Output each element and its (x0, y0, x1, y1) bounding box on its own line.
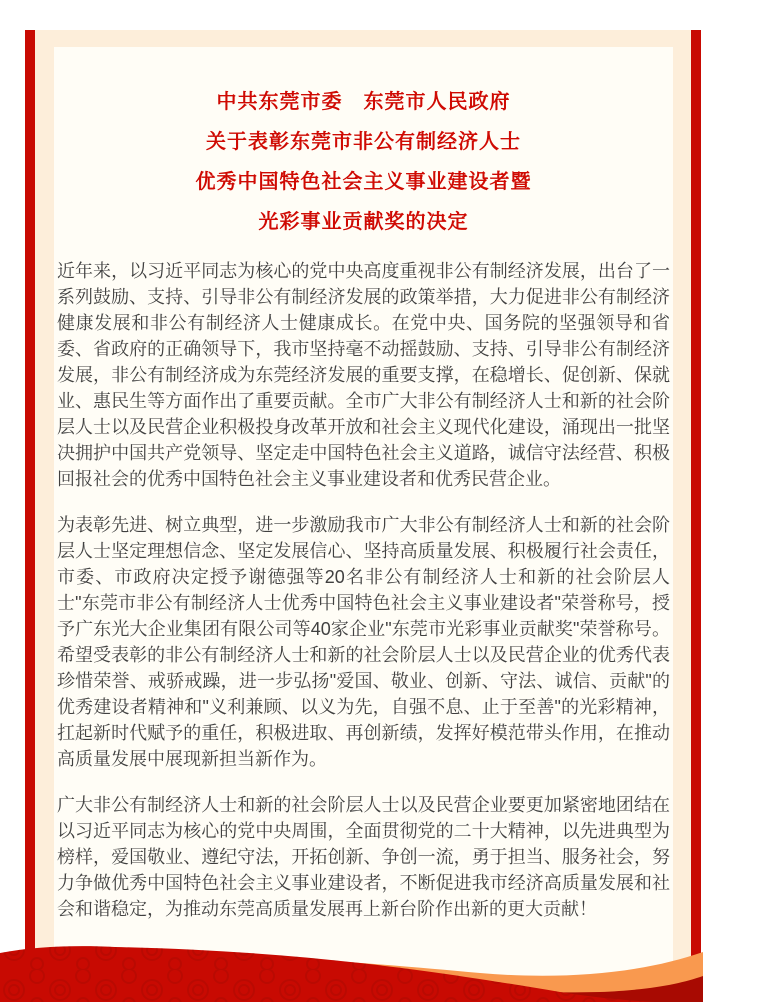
paragraph-3: 广大非公有制经济人士和新的社会阶层人士以及民营企业要更加紧密地团结在以习近平同志为核心的党中央周围，全面贯彻党的二十大精神，以先进典型为榜样，爱国敬业、遵纪守法，开拓创新、争创一流，勇于担当、服务社会，努力争做优秀中国特色社会主义事业建设者，不断促进我市经济高质量发展和社会和谐稳定，为推动东莞高质量发展再上新台阶作出新的更大贡献！ (57, 795, 670, 919)
title-line-4: 光彩事业贡献奖的决定 (258, 211, 469, 233)
title-line-2: 关于表彰东莞市非公有制经济人士 (206, 131, 521, 153)
document-content (54, 47, 673, 922)
document-title (57, 82, 670, 242)
wave-swirl-texture (0, 946, 655, 1002)
wave-graphic (0, 930, 703, 1002)
paragraph-2: 为表彰先进、树立典型，进一步激励我市广大非公有制经济人士和新的社会阶层人士坚定理想信念、坚定发展信心、坚持高质量发展、积极履行社会责任，市委、市政府决定授予谢德强等20名非公有制经济人士和新的社会阶层人士"东莞市非公有制经济人士优秀中国特色社会主义事业建设者"荣誉称号，授予广东光大企业集团有限公司等40家企业"东莞市光彩事业贡献奖"荣誉称号。希望受表彰的非公有制经济人士和新的社会阶层人士以及民营企业的优秀代表珍惜荣誉、戒骄戒躁，进一步弘扬"爱国、敬业、创新、守法、诚信、贡献"的优秀建设者精神和"义利兼顾、以义为先，自强不息、止于至善"的光彩精神，扛起新时代赋予的重任，积极进取、再创新绩，发挥好模范带头作用，在推动高质量发展中展现新担当新作为。 (57, 515, 670, 769)
document-card (54, 47, 673, 1002)
title-line-3: 优秀中国特色社会主义事业建设者暨 (195, 171, 532, 193)
title-line-1: 中共东莞市委 东莞市人民政府 (216, 91, 511, 113)
cream-border (35, 30, 691, 1002)
paragraph-1: 近年来，以习近平同志为核心的党中央高度重视非公有制经济发展，出台了一系列鼓励、支持、引导非公有制经济发展的政策举措，大力促进非公有制经济健康发展和非公有制经济人士健康成长。在党中央、国务院的坚强领导和省委、省政府的正确领导下，我市坚持毫不动摇鼓励、支持、引导非公有制经济发展，非公有制经济成为东莞经济发展的重要支撑，在稳增长、促创新、保就业、惠民生等方面作出了重要贡献。全市广大非公有制经济人士和新的社会阶层人士以及民营企业积极投身改革开放和社会主义现代化建设，涌现出一批坚决拥护中国共产党领导、坚定走中国特色社会主义道路，诚信守法经营、积极回报社会的优秀中国特色社会主义事业建设者和优秀民营企业。 (57, 261, 670, 489)
bottom-wave-decoration (0, 930, 703, 1002)
red-frame-column (25, 30, 701, 1002)
